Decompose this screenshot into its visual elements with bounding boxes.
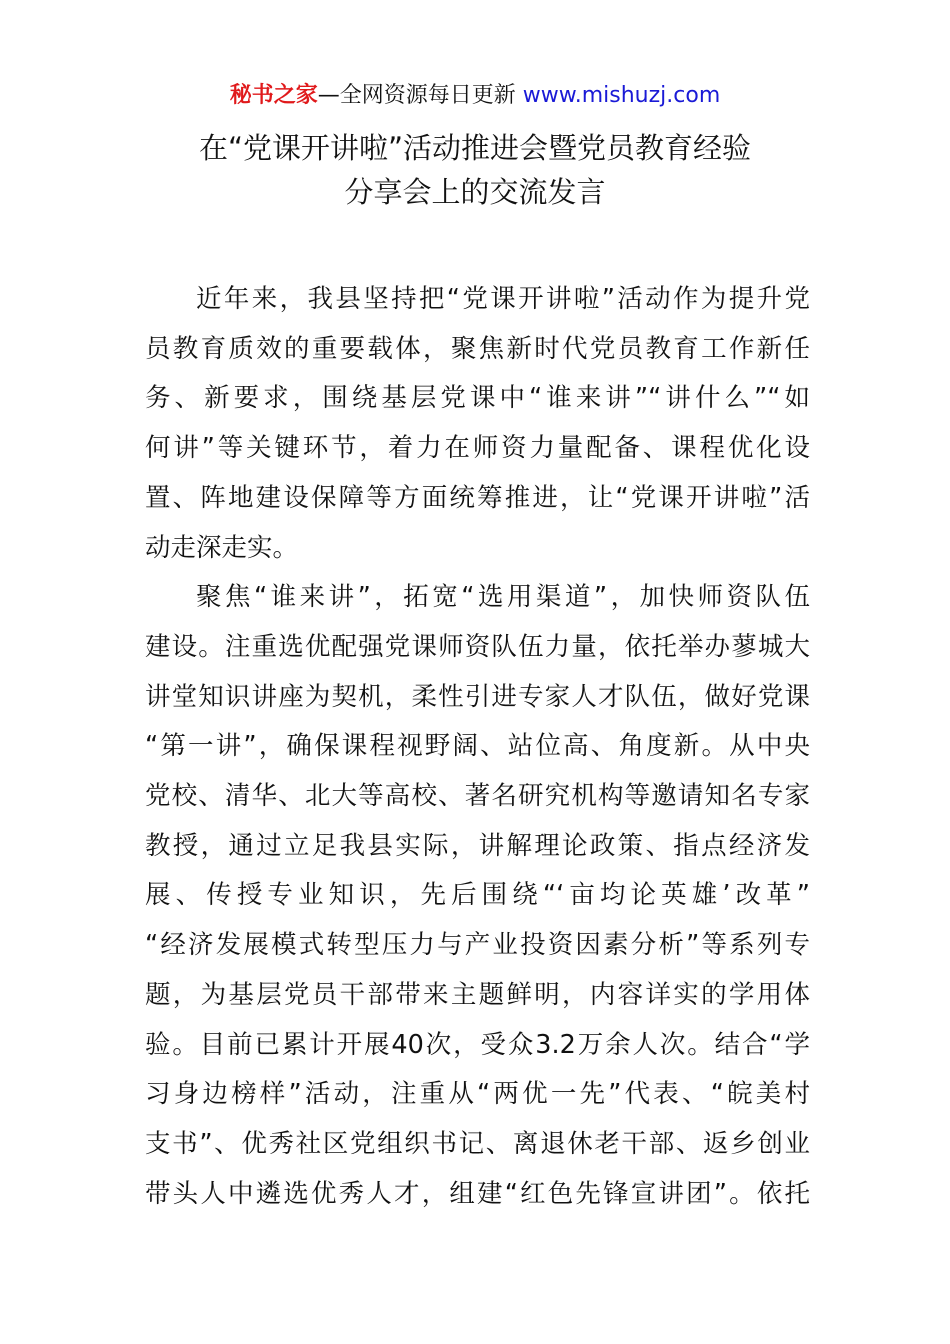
site-header — [0, 80, 950, 112]
paragraph-line: 员教育质效的重要载体，聚焦新时代党员教育工作新任 — [145, 333, 810, 364]
paragraph-line: 验。目前已累计开展40次，受众3.2万余人次。结合“学 — [145, 1029, 810, 1060]
paragraph-line: 带头人中遴选优秀人才，组建“红色先锋宣讲团”。依托 — [145, 1178, 810, 1209]
paragraph-line: 务、新要求，围绕基层党课中“谁来讲”“讲什么”“如 — [145, 383, 810, 414]
paragraph-line: 支书”、优秀社区党组织书记、离退休老干部、返乡创业 — [145, 1128, 810, 1159]
paragraph-line: 何讲”等关键环节，着力在师资力量配备、课程优化设 — [145, 433, 810, 464]
brand-name: 秘书之家 — [229, 83, 318, 108]
paragraph-intro — [145, 275, 810, 573]
paragraph-line: “经济发展模式转型压力与产业投资因素分析”等系列专 — [145, 930, 810, 961]
paragraph-line: 建设。注重选优配强党课师资队伍力量，依托举办蓼城大 — [145, 631, 810, 662]
paragraph-line: 党校、清华、北大等高校、著名研究机构等邀请知名专家 — [145, 781, 810, 812]
paragraph-line: 聚焦“谁来讲”，拓宽“选用渠道”，加快师资队伍 — [196, 582, 810, 613]
paragraph-line: 习身边榜样”活动，注重从“两优一先”代表、“皖美村 — [145, 1079, 810, 1110]
document-title — [120, 126, 830, 214]
title-line: 在“党课开讲啦”活动推进会暨党员教育经验 — [198, 131, 752, 165]
site-url-link[interactable]: www.mishuzj.com — [522, 83, 721, 108]
paragraph-line: “第一讲”，确保课程视野阔、站位高、角度新。从中央 — [145, 731, 810, 762]
document-body — [145, 275, 810, 1219]
paragraph-line: 近年来，我县坚持把“党课开讲啦”活动作为提升党 — [196, 284, 810, 314]
paragraph-line: 动走深走实。 — [145, 532, 299, 563]
paragraph-line: 教授，通过立足我县实际，讲解理论政策、指点经济发 — [145, 830, 810, 861]
paragraph-teachers — [145, 573, 810, 1219]
paragraph-line: 置、阵地建设保障等方面统筹推进，让“党课开讲啦”活 — [145, 482, 810, 513]
paragraph-line: 讲堂知识讲座为契机，柔性引进专家人才队伍，做好党课 — [145, 681, 810, 712]
paragraph-line: 展、传授专业知识，先后围绕“‘亩均论英雄’改革” — [145, 880, 810, 911]
header-tagline: —全网资源每日更新 — [317, 83, 523, 108]
title-line: 分享会上的交流发言 — [344, 175, 606, 209]
paragraph-line: 题，为基层党员干部带来主题鲜明，内容详实的学用体 — [145, 979, 810, 1010]
